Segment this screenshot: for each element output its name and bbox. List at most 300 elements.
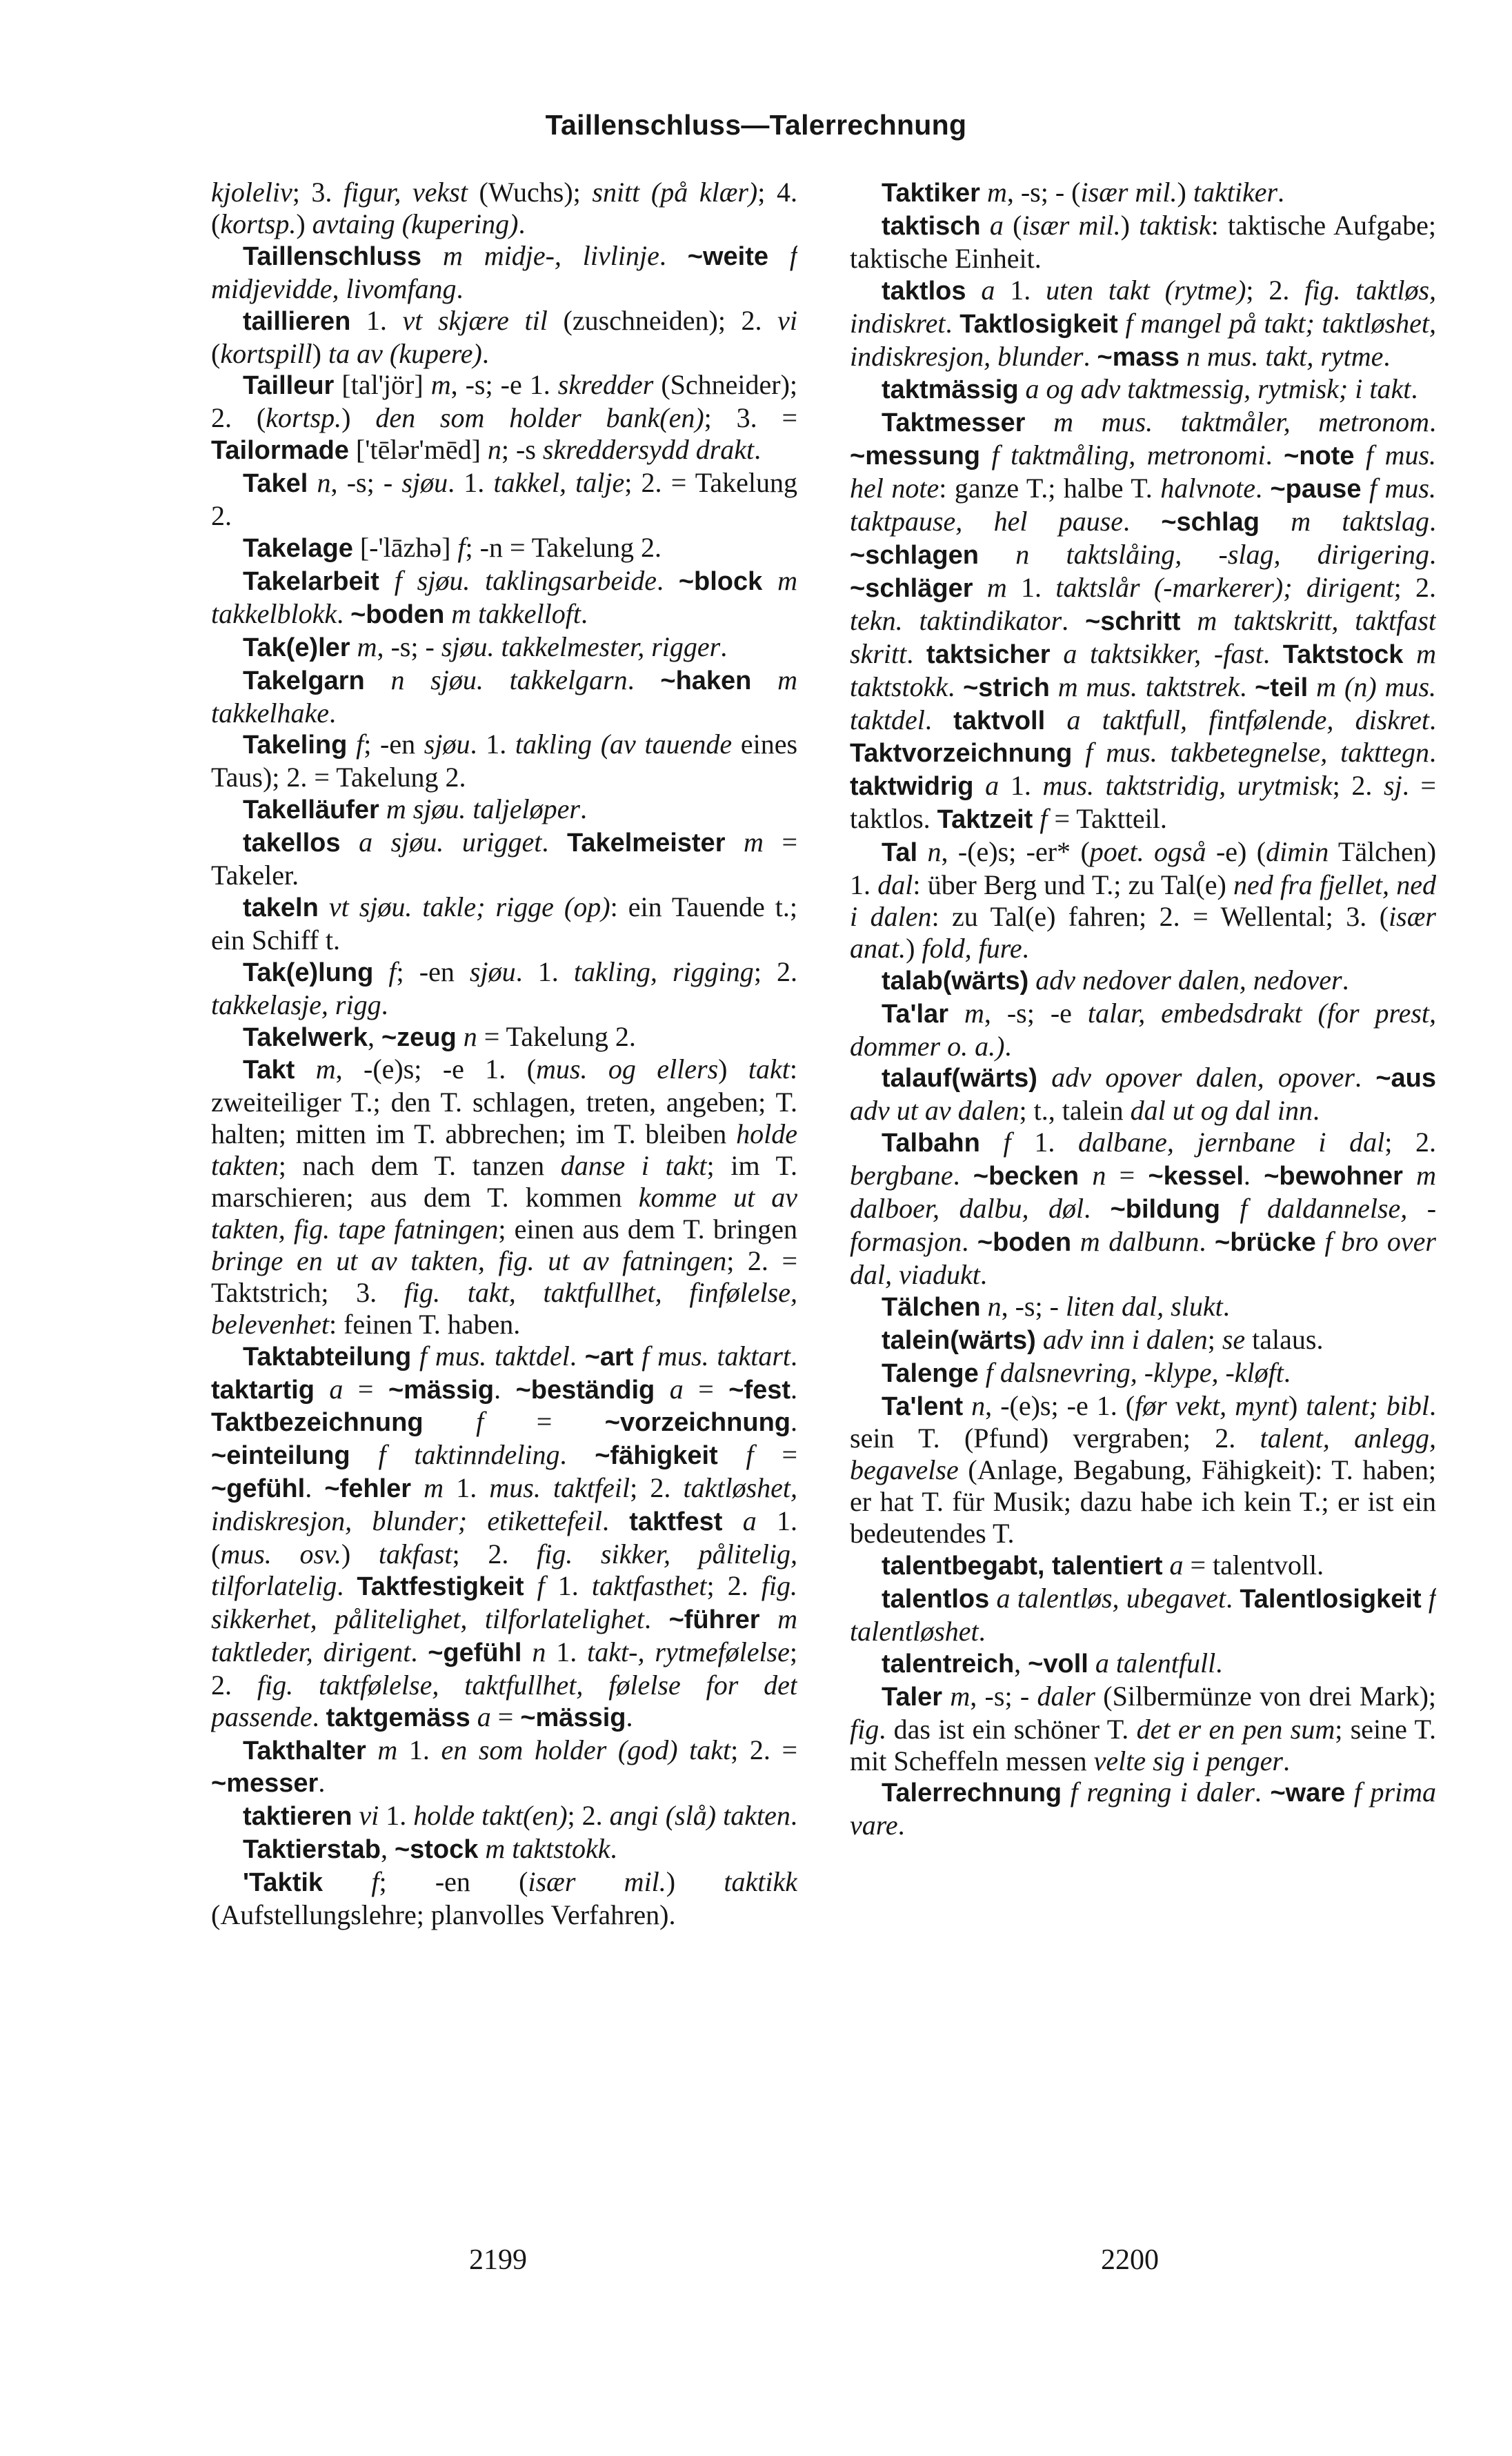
- dictionary-entry: [850, 836, 1436, 964]
- entry-text: ; 2.: [1332, 770, 1384, 802]
- entry-text: ; 2.: [706, 1569, 762, 1601]
- headword: ~aus: [1375, 1064, 1436, 1093]
- entry-text: , -(e)s; -er* (: [941, 836, 1090, 868]
- entry-text: .: [644, 1603, 669, 1634]
- translation-text: f prima vare: [850, 1776, 1436, 1841]
- entry-text: .: [1411, 373, 1418, 405]
- translation-text: a: [742, 1505, 757, 1537]
- headword: taktfest: [629, 1507, 723, 1537]
- entry-text: .: [659, 239, 688, 271]
- entry-text: [1079, 1160, 1092, 1191]
- translation-text: mus. og ellers: [536, 1053, 719, 1085]
- entry-text: 1.: [1011, 1127, 1078, 1158]
- entry-text: .: [1215, 1647, 1223, 1678]
- entry-text: talaus.: [1245, 1323, 1324, 1355]
- entry-text: ,: [367, 1020, 381, 1052]
- translation-text: f talentløshet: [850, 1582, 1436, 1647]
- translation-text: a: [989, 209, 1004, 241]
- entry-text: [524, 1570, 537, 1601]
- entry-text: = Takeler.: [211, 826, 797, 891]
- translation-text: talar, embedsdrakt (for prest, dommer o. a.): [850, 997, 1436, 1062]
- entry-text: [478, 1833, 485, 1864]
- translation-text: a: [985, 770, 999, 802]
- headword: Ta'lent: [882, 1392, 964, 1421]
- entry-text: [350, 1439, 379, 1470]
- entry-text: ; -s: [501, 434, 543, 466]
- translation-text: m: [357, 631, 377, 662]
- entry-text: (: [211, 337, 221, 369]
- entry-text: 1.: [1006, 571, 1056, 603]
- entry-text: (Anlage, Begabung, Fähigkeit): T. haben; er hat T. für Musik; dazu habe ich kein T.; er ist ein bedeutendes T.: [850, 1454, 1436, 1549]
- headword: Taler: [882, 1682, 943, 1712]
- translation-text: m taktslag: [1291, 506, 1430, 537]
- entry-text: , -(e)s; -e 1. (: [985, 1389, 1135, 1421]
- entry-text: 1.: [544, 1569, 592, 1601]
- entry-text: , -s; -: [970, 1680, 1037, 1712]
- entry-text: [323, 1866, 371, 1897]
- entry-text: .: [1429, 704, 1436, 735]
- dictionary-entry: [850, 1062, 1436, 1127]
- dictionary-entry: [211, 826, 797, 891]
- entry-text: ): [296, 208, 312, 239]
- entry-text: [979, 539, 1015, 570]
- translation-text: fig. taktløs, indiskret: [850, 274, 1436, 339]
- translation-text: dal: [877, 869, 913, 901]
- entry-text: ; 2.: [753, 955, 797, 987]
- entry-text: .: [1265, 439, 1284, 471]
- translation-text: m: [430, 369, 451, 401]
- translation-text: adv inn i dalen: [1042, 1323, 1208, 1355]
- headword: ~haken: [660, 666, 752, 695]
- headword: ~mässig: [520, 1703, 626, 1732]
- dictionary-entry: [211, 240, 797, 305]
- entry-text: .: [1313, 1095, 1320, 1127]
- entry-text: = Takelung 2.: [477, 1020, 636, 1052]
- translation-text: m sjøu. taljeløper: [386, 793, 580, 825]
- dictionary-entry: [211, 177, 797, 240]
- translation-text: holde takt(en): [413, 1800, 568, 1832]
- headword: Taktmesser: [882, 408, 1026, 438]
- entry-text: .: [1022, 932, 1029, 964]
- entry-text: [725, 826, 744, 858]
- entry-text: ): [666, 1866, 724, 1898]
- entry-text: .: [581, 597, 588, 629]
- entry-text: , -s; -: [1001, 1290, 1066, 1322]
- headword: ~ware: [1270, 1779, 1346, 1808]
- translation-text: avtaing (kupering): [312, 208, 519, 239]
- headword: taktlos: [882, 276, 966, 306]
- page-number-right: 2200: [1101, 2244, 1159, 2276]
- entry-text: = Taktteil.: [1047, 803, 1167, 835]
- translation-text: ta av (kupere): [328, 337, 482, 369]
- entry-text: .: [1263, 637, 1283, 669]
- translation-text: m takkelblokk: [211, 564, 797, 629]
- entry-text: .: [305, 1472, 325, 1504]
- entry-text: =: [343, 1373, 388, 1405]
- entry-text: 1.: [546, 1636, 588, 1667]
- entry-text: .: [1429, 506, 1436, 537]
- entry-text: [1072, 737, 1085, 768]
- entry-text: .: [906, 637, 926, 669]
- headword: Tak(e)ler: [243, 633, 350, 662]
- entry-text: [295, 1053, 315, 1085]
- headword: ~führer: [668, 1605, 760, 1634]
- entry-text: [-'lāzhə]: [352, 531, 458, 563]
- entry-text: .: [897, 1810, 905, 1841]
- entry-text: [1260, 506, 1291, 537]
- entry-text: .: [1429, 538, 1436, 570]
- entry-text: 1.: [350, 304, 403, 336]
- translation-text: bringe en ut av takten, fig. ut av fatningen: [211, 1245, 727, 1276]
- entry-text: .: [559, 1439, 595, 1471]
- translation-text: velte sig i penger: [1093, 1745, 1283, 1776]
- headword: Talbahn: [882, 1129, 980, 1158]
- translation-text: a taktsikker, -fast: [1063, 637, 1264, 669]
- entry-text: [365, 664, 391, 695]
- headword: ~schlag: [1161, 508, 1260, 537]
- entry-text: : zu Tal(e) fahren; 2. = Wellental; 3. (: [931, 900, 1389, 932]
- translation-text: fig. sikkerhet, pålitelighet, tilforlatelighet: [211, 1569, 797, 1634]
- translation-text: a talentløs, ubegavet: [996, 1582, 1226, 1614]
- dictionary-entry: [211, 631, 797, 664]
- entry-text: ; 2.: [567, 1800, 610, 1832]
- page-number-left: 2199: [469, 2244, 527, 2276]
- entry-text: .: [979, 1258, 987, 1290]
- entry-text: ): [341, 1538, 379, 1570]
- entry-text: .: [1342, 964, 1349, 996]
- translation-text: angi (slå) takten: [609, 1800, 790, 1832]
- translation-text: adv ut av dalen: [850, 1095, 1019, 1127]
- translation-text: takt-, rytmefølelse: [587, 1636, 790, 1667]
- entry-text: [1403, 638, 1416, 669]
- entry-text: , -(e)s; -e 1. (: [335, 1053, 537, 1085]
- entry-text: . sein T. (Pfund) vergraben; 2.: [850, 1389, 1436, 1454]
- entry-text: [1422, 1583, 1429, 1614]
- left-column: [211, 177, 797, 2219]
- entry-text: : feinen T. haben.: [329, 1308, 521, 1340]
- entry-text: [633, 1340, 641, 1371]
- translation-text: vt skjære til: [402, 304, 548, 336]
- translation-text: f: [371, 1866, 379, 1898]
- translation-text: vi: [359, 1800, 379, 1832]
- headword: ~kessel: [1148, 1162, 1244, 1191]
- translation-text: især mil.: [528, 1866, 666, 1898]
- headword: ~gefühl: [428, 1638, 522, 1667]
- translation-text: f mus. hel note: [850, 439, 1436, 504]
- entry-text: 1.: [379, 1800, 414, 1832]
- entry-text: [1118, 308, 1126, 339]
- translation-text: n: [532, 1636, 546, 1667]
- entry-text: [973, 770, 985, 801]
- translation-text: dalbane, jernbane i dal: [1077, 1127, 1385, 1158]
- translation-text: m: [986, 571, 1007, 603]
- headword: ~block: [678, 566, 763, 596]
- headword: ~becken: [973, 1162, 1080, 1191]
- headword: 'Taktik: [243, 1868, 324, 1898]
- entry-text: .: [1199, 1226, 1215, 1257]
- entry-text: -e) (: [1206, 836, 1266, 868]
- entry-text: : ein Tauende t.; ein Schiff t.: [211, 891, 797, 955]
- headword: ~art: [584, 1342, 634, 1371]
- entry-text: : taktische Aufgabe; taktische Einheit.: [850, 209, 1436, 274]
- headword: ~fehler: [324, 1474, 412, 1504]
- entry-text: [751, 664, 777, 695]
- entry-text: Tälchen) 1.: [850, 836, 1436, 901]
- entry-text: [1220, 1193, 1240, 1224]
- entry-text: [1033, 803, 1040, 834]
- entry-text: ): [1288, 1389, 1306, 1421]
- headword: ~voll: [1028, 1649, 1088, 1678]
- headword: Taktvorzeichnung: [850, 739, 1073, 769]
- running-header: Taillenschluss—Talerrechnung: [545, 109, 967, 141]
- entry-text: [308, 467, 317, 498]
- translation-text: f: [537, 1569, 545, 1601]
- translation-text: skredder: [557, 369, 654, 401]
- headword: Taktiker: [882, 179, 980, 208]
- translation-text: f mus. taktart: [641, 1340, 790, 1371]
- entry-text: ; im T. marschieren; aus dem T. kommen: [211, 1150, 797, 1214]
- entry-text: = talentvoll.: [1183, 1549, 1324, 1581]
- translation-text: den som holder bank(en): [375, 402, 704, 434]
- entry-text: (: [1003, 209, 1022, 241]
- translation-text: uten takt (rytme): [1046, 274, 1246, 306]
- translation-text: n: [463, 1020, 477, 1052]
- entry-text: 1.: [444, 1472, 490, 1504]
- translation-text: a: [1169, 1549, 1184, 1581]
- translation-text: m dalboer, dalbu, døl: [850, 1160, 1436, 1225]
- headword: Tal: [882, 838, 918, 868]
- translation-text: taktløshet, indiskresjon, blunder; etikettefeil: [211, 1472, 797, 1537]
- headword: ~bewohner: [1264, 1162, 1403, 1191]
- translation-text: adv opover dalen, opover: [1051, 1062, 1355, 1093]
- translation-text: m taktleder, dirigent: [211, 1603, 797, 1667]
- entry-text: : ganze T.; halbe T.: [939, 473, 1161, 504]
- translation-text: f mus. taktpause, hel pause: [850, 473, 1436, 537]
- translation-text: a taktfull, fintfølende, diskret: [1066, 704, 1430, 735]
- dictionary-entry: [850, 1583, 1436, 1647]
- dictionary-entry: [211, 305, 797, 370]
- headword: Takelwerk: [243, 1022, 368, 1052]
- entry-text: .: [945, 307, 960, 339]
- entry-text: [1037, 1062, 1051, 1093]
- translation-text: a og adv taktmessig, rytmisk; i takt: [1025, 373, 1411, 405]
- entry-text: .: [494, 1373, 516, 1405]
- translation-text: snitt (på klær): [592, 177, 758, 208]
- entry-text: .: [790, 1800, 797, 1832]
- entry-text: [655, 1374, 669, 1405]
- headword: Takelarbeit: [243, 566, 379, 596]
- headword: ~boden: [350, 600, 445, 629]
- headword: Tailormade: [211, 436, 349, 466]
- entry-text: ): [1120, 209, 1140, 241]
- dictionary-entry: [850, 1776, 1436, 1841]
- dictionary-entry: [850, 177, 1436, 210]
- dictionary-entry: [850, 1291, 1436, 1324]
- entry-text: .: [924, 704, 954, 735]
- translation-text: f taktmåling, metronomi: [991, 439, 1266, 471]
- dictionary-entry: [211, 467, 797, 532]
- entry-text: .: [1243, 1160, 1264, 1191]
- translation-text: adv nedover dalen, nedover: [1035, 964, 1342, 996]
- entry-text: [424, 1406, 477, 1437]
- translation-text: a sjøu. urigget: [359, 826, 542, 858]
- entry-text: [722, 1505, 742, 1536]
- dictionary-entry: [211, 891, 797, 956]
- translation-text: taktiker: [1193, 177, 1278, 208]
- translation-text: a: [329, 1373, 344, 1405]
- headword: ~fest: [728, 1375, 791, 1405]
- translation-text: n: [1092, 1160, 1106, 1191]
- entry-text: ): [312, 337, 328, 369]
- entry-text: , -s; -: [330, 467, 402, 499]
- headword: ~strich: [963, 673, 1050, 702]
- headword: Takeling: [243, 731, 348, 760]
- entry-text: ['tēlər'mēd]: [348, 434, 488, 466]
- headword: taktwidrig: [850, 772, 974, 802]
- dictionary-entry: [850, 1127, 1436, 1291]
- headword: ~note: [1284, 442, 1355, 471]
- dictionary-entry: [850, 210, 1436, 275]
- entry-text: [411, 1472, 424, 1503]
- headword: Taktfestigkeit: [357, 1572, 524, 1601]
- entry-text: ; -n = Takelung 2.: [465, 531, 662, 563]
- entry-text: .: [541, 826, 567, 858]
- headword: ~beständig: [515, 1375, 655, 1405]
- translation-text: f: [356, 729, 364, 760]
- headword: ~weite: [687, 241, 768, 271]
- entry-text: [444, 598, 451, 629]
- entry-text: [1163, 1549, 1170, 1581]
- dictionary-entry: [211, 1053, 797, 1340]
- dictionary-entry: [850, 1357, 1436, 1390]
- headword: talentlos: [882, 1584, 990, 1614]
- headword: ~teil: [1255, 673, 1309, 702]
- headword: ~messer: [211, 1769, 319, 1799]
- translation-text: bergbane: [850, 1160, 953, 1191]
- translation-text: f mus. takbetegnelse, takttegn: [1085, 737, 1429, 769]
- dictionary-entry: [850, 406, 1436, 836]
- entry-text: : über Berg und T.; zu Tal(e): [913, 869, 1234, 901]
- translation-text: før vekt, mynt: [1135, 1389, 1289, 1421]
- entry-text: [980, 1127, 1004, 1158]
- entry-text: .: [610, 1833, 617, 1865]
- entry-text: =: [753, 1439, 797, 1471]
- entry-text: .: [456, 273, 464, 304]
- entry-text: =: [484, 1406, 605, 1438]
- entry-text: [319, 891, 329, 922]
- entry-text: [379, 793, 386, 824]
- entry-text: [1045, 704, 1066, 735]
- translation-text: især mil.: [1022, 209, 1121, 241]
- headword: ~zeug: [381, 1022, 457, 1052]
- translation-text: taktslår (-markerer); dirigent: [1055, 571, 1394, 603]
- headword: ~mässig: [388, 1375, 495, 1405]
- headword: ~bildung: [1110, 1195, 1220, 1225]
- translation-text: halvnote: [1160, 473, 1255, 504]
- entry-text: .: [948, 671, 964, 702]
- translation-text: det er en pen sum: [1136, 1713, 1335, 1745]
- entry-text: [1050, 671, 1058, 702]
- translation-text: mus. taktstridig, urytmisk: [1042, 770, 1333, 802]
- entry-text: ,: [1014, 1647, 1028, 1678]
- headword: taktsicher: [926, 640, 1051, 669]
- entry-text: [981, 210, 990, 241]
- dictionary-entry: [211, 1021, 797, 1054]
- entry-text: . 1.: [448, 467, 494, 499]
- entry-text: .: [1084, 1193, 1111, 1225]
- entry-text: ; -en: [396, 955, 470, 987]
- headword: ~schlagen: [850, 540, 979, 570]
- dictionary-entry: [211, 793, 797, 826]
- entry-text: [1316, 1226, 1325, 1257]
- translation-text: m: [377, 1734, 398, 1765]
- headword: Takelage: [243, 533, 353, 563]
- translation-text: m: [744, 826, 764, 858]
- translation-text: skreddersydd drakt: [542, 434, 755, 466]
- entry-text: eines Taus); 2. = Takelung 2.: [211, 729, 797, 793]
- entry-text: ; 2.: [1246, 274, 1305, 306]
- translation-text: m takkelloft: [451, 597, 581, 629]
- headword: ~vorzeichnung: [604, 1408, 790, 1438]
- entry-text: ; -en: [364, 729, 424, 760]
- headword: Tailleur: [243, 371, 335, 401]
- translation-text: taktikk: [724, 1866, 797, 1898]
- translation-text: f sjøu. taklingsarbeide: [394, 564, 657, 596]
- entry-text: ; seine T. mit Scheffeln messen: [850, 1713, 1436, 1776]
- translation-text: takling (av tauende: [515, 729, 733, 760]
- translation-text: fold, fure: [922, 932, 1022, 964]
- entry-text: ; 3.: [292, 177, 344, 208]
- entry-text: .: [626, 1701, 633, 1732]
- entry-text: [1354, 439, 1366, 471]
- translation-text: a: [477, 1701, 491, 1732]
- headword: Talentlosigkeit: [1240, 1584, 1422, 1614]
- entry-text: ; 3. =: [704, 402, 797, 434]
- dictionary-entry: [850, 1549, 1436, 1583]
- headword: ~einteilung: [211, 1441, 350, 1471]
- entry-text: (Aufstellungslehre; planvolles Verfahren).: [211, 1899, 676, 1931]
- entry-text: .: [579, 793, 587, 825]
- translation-text: takkelasje, rigg: [211, 989, 381, 1020]
- entry-text: , -s; -: [377, 631, 441, 662]
- dictionary-entry: [211, 1866, 797, 1931]
- entry-text: .: [329, 697, 336, 729]
- entry-text: ,: [380, 1833, 395, 1865]
- headword: Takthalter: [243, 1736, 366, 1765]
- dictionary-entry: [211, 565, 797, 631]
- headword: taktisch: [882, 211, 981, 241]
- entry-text: .: [962, 1226, 977, 1257]
- entry-text: .: [1083, 340, 1097, 372]
- entry-text: .: [481, 337, 489, 369]
- entry-text: 1. (: [211, 1505, 797, 1570]
- translation-text: talent; bibl: [1306, 1389, 1430, 1421]
- entry-text: [1088, 1647, 1095, 1678]
- headword: taktgemäss: [326, 1703, 470, 1732]
- dictionary-entry: [211, 729, 797, 793]
- entry-text: =: [1106, 1160, 1148, 1191]
- translation-text: holde takten: [211, 1118, 797, 1182]
- entry-text: , -s; -e 1.: [450, 369, 558, 401]
- entry-text: ; 2. =: [730, 1734, 797, 1765]
- headword: Takel: [243, 469, 308, 499]
- headword: Taktzeit: [937, 805, 1033, 835]
- translation-text: m (n) mus. taktdel: [850, 671, 1436, 735]
- entry-text: [1036, 1324, 1043, 1355]
- translation-text: f midjevidde, livomfang: [211, 239, 797, 304]
- translation-text: f mus. taktdel: [419, 1340, 570, 1371]
- entry-text: [373, 956, 388, 987]
